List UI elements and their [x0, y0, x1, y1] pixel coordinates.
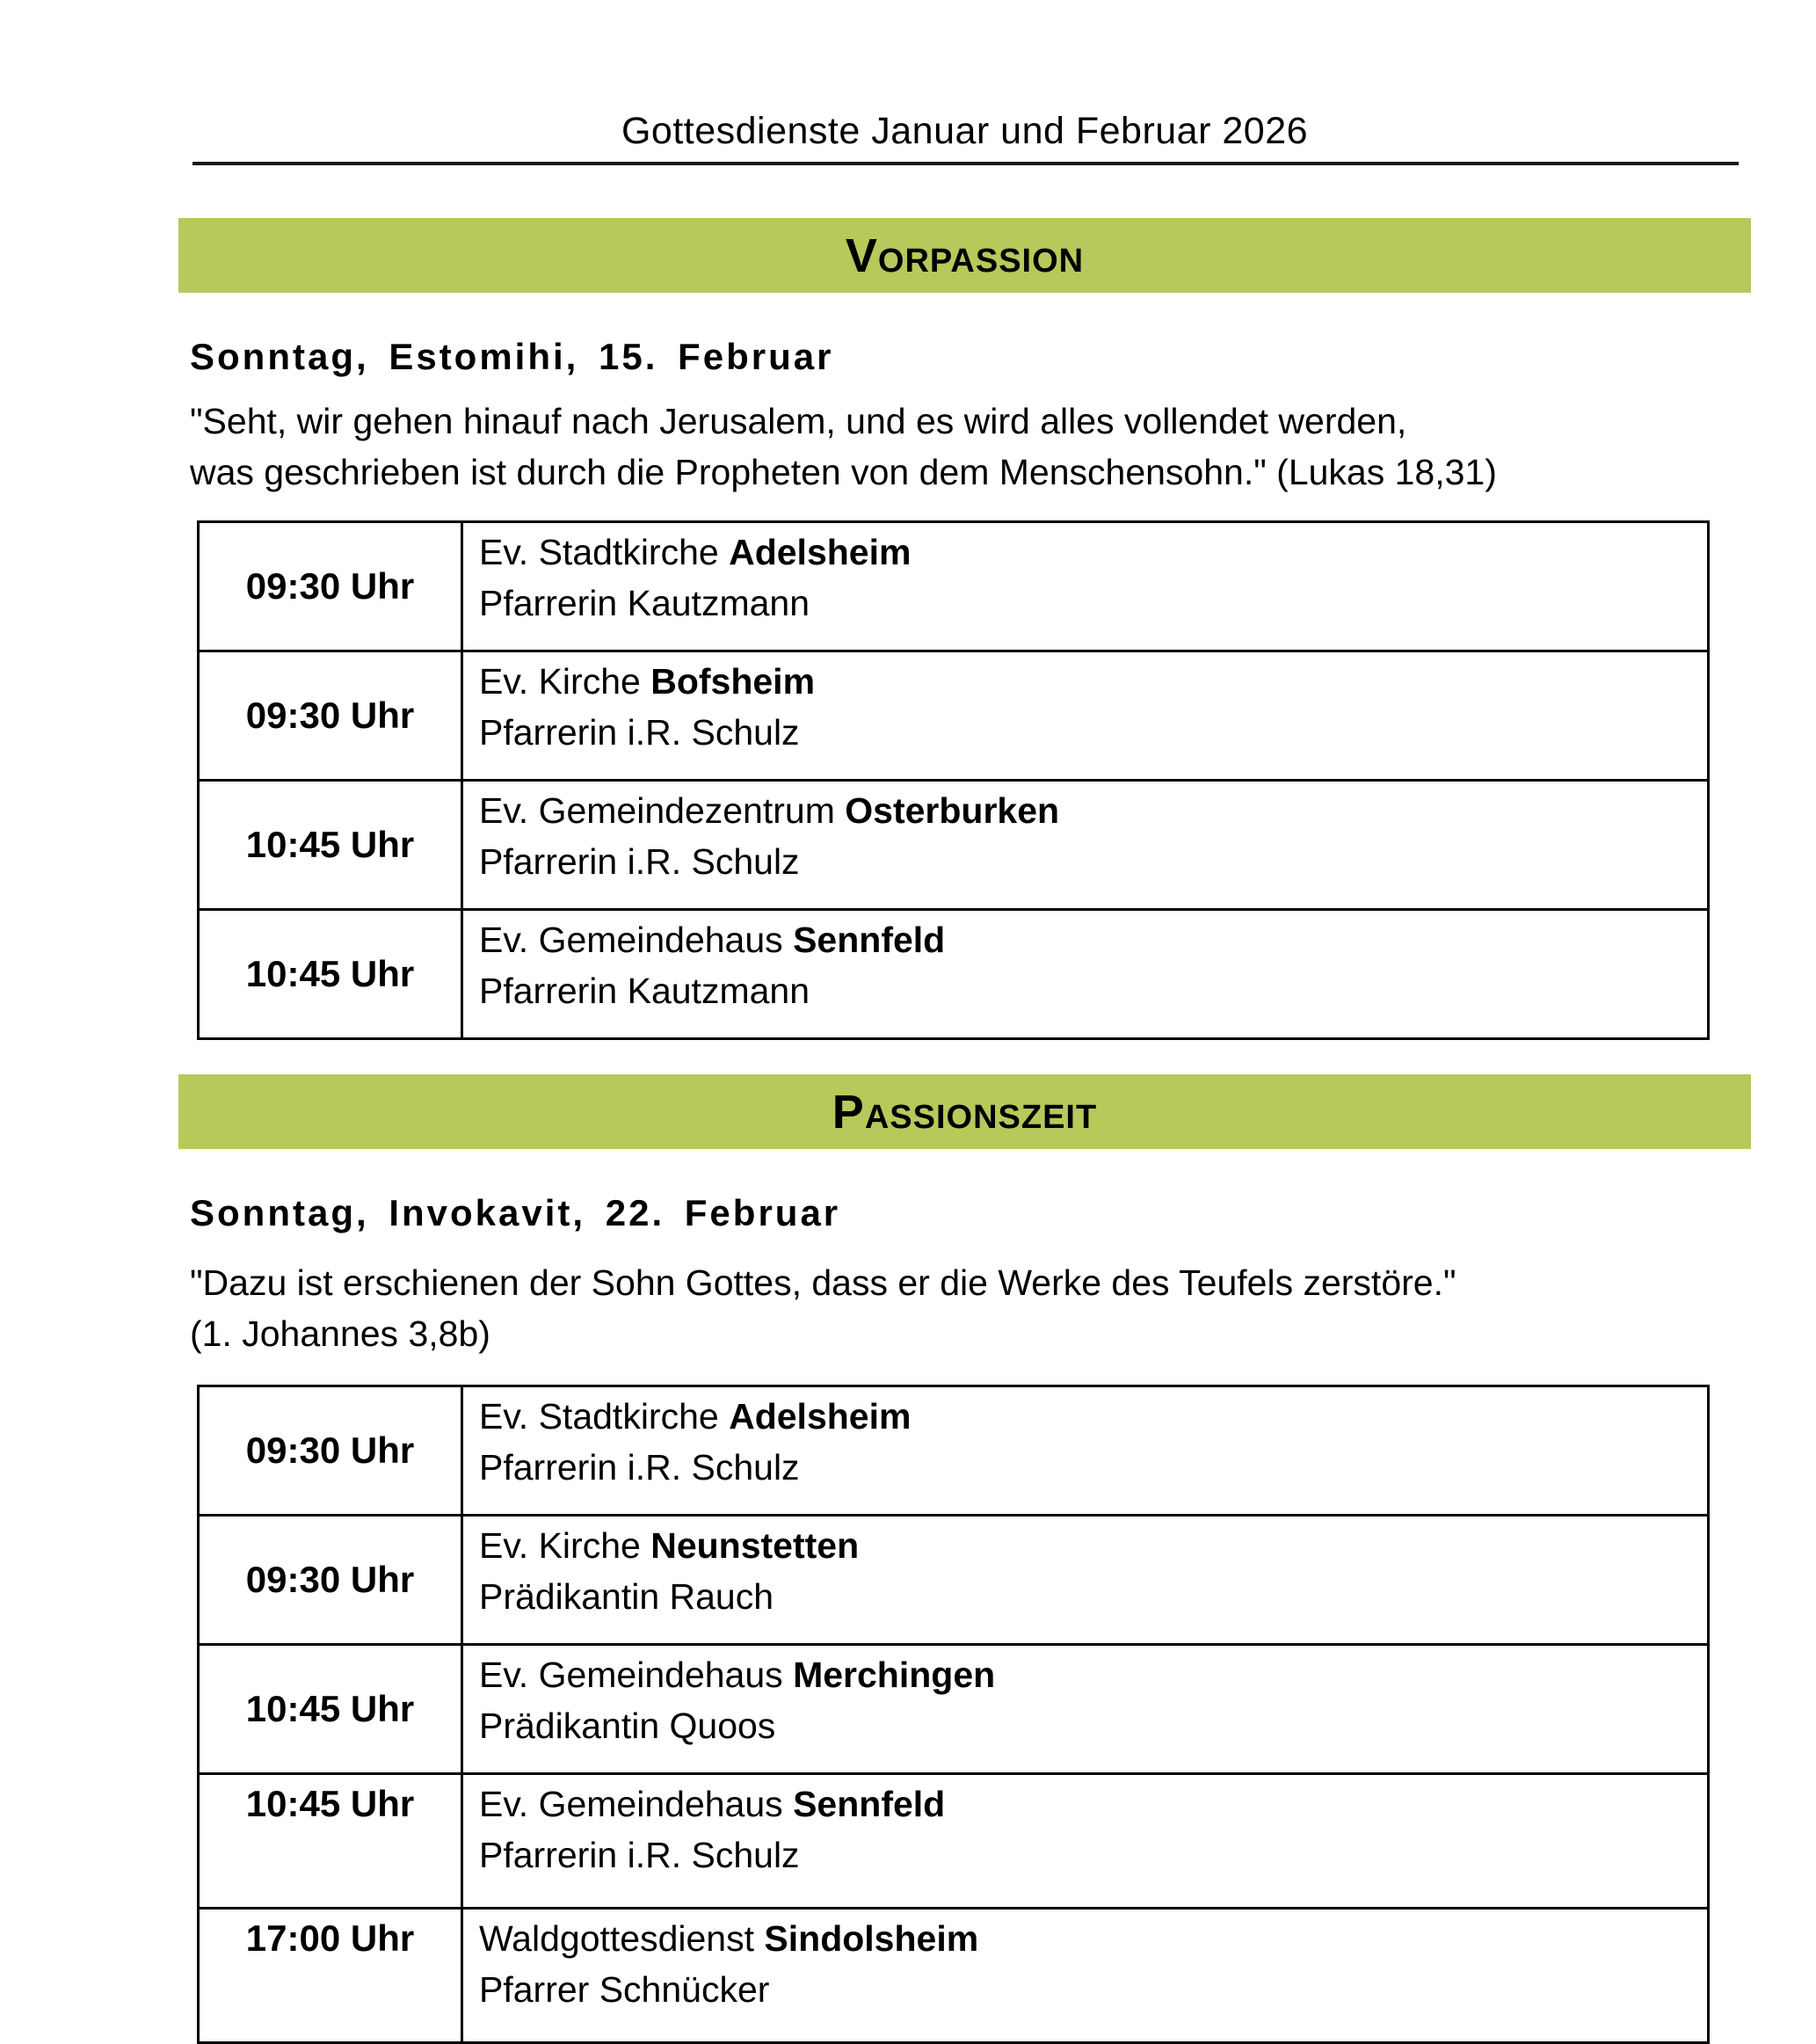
- venue-place: Adelsheim: [729, 1396, 912, 1437]
- venue-cell: [462, 1774, 1709, 1909]
- venue-prefix: Ev. Gemeindehaus: [479, 1655, 783, 1695]
- venue-line: [479, 914, 1696, 965]
- venue-prefix: Ev. Stadtkirche: [479, 1396, 719, 1437]
- time-cell: 09:30 Uhr: [199, 651, 462, 781]
- services-table-invokavit: [197, 1385, 1710, 2044]
- season-banner-passionszeit: Passionszeit: [178, 1074, 1751, 1149]
- venue-line: [479, 1778, 1696, 1829]
- venue-line: [479, 1520, 1696, 1571]
- time-cell: 10:45 Uhr: [199, 1774, 462, 1909]
- venue-cell: [462, 1909, 1709, 2043]
- venue-prefix: Ev. Kirche: [479, 661, 641, 702]
- venue-prefix: Ev. Kirche: [479, 1525, 641, 1566]
- venue-prefix: Ev. Gemeindehaus: [479, 1784, 783, 1824]
- venue-cell: [462, 1516, 1709, 1645]
- scripture-quote-invokavit: [190, 1257, 1702, 1359]
- venue-cell: [462, 522, 1709, 651]
- title-rule: [192, 162, 1739, 165]
- table-row: [199, 781, 1709, 910]
- time-cell: 10:45 Uhr: [199, 781, 462, 910]
- quote-line: "Seht, wir gehen hinauf nach Jerusalem, und es wird alles vollendet werden,: [190, 401, 1407, 441]
- venue-prefix: Ev. Gemeindehaus: [479, 920, 783, 960]
- venue-place: Sennfeld: [793, 920, 946, 960]
- quote-line: "Dazu ist erschienen der Sohn Gottes, dass er die Werke des Teufels zerstöre.": [190, 1262, 1456, 1303]
- time-cell: 09:30 Uhr: [199, 1516, 462, 1645]
- venue-line: [479, 1913, 1696, 1964]
- table-row: [199, 1516, 1709, 1645]
- time-cell: 10:45 Uhr: [199, 910, 462, 1039]
- table-row: [199, 1645, 1709, 1774]
- minister-line: Pfarrerin i.R. Schulz: [479, 841, 800, 882]
- table-row: [199, 1386, 1709, 1516]
- venue-prefix: Ev. Gemeindezentrum: [479, 790, 835, 831]
- minister-line: Pfarrerin i.R. Schulz: [479, 1835, 800, 1875]
- minister-line: Pfarrerin i.R. Schulz: [479, 712, 800, 753]
- venue-place: Neunstetten: [650, 1525, 860, 1566]
- time-cell: 17:00 Uhr: [199, 1909, 462, 2043]
- venue-place: Sindolsheim: [764, 1918, 979, 1959]
- minister-line: Pfarrerin Kautzmann: [479, 971, 810, 1011]
- venue-line: [479, 527, 1696, 578]
- season-banner-vorpassion: Vorpassion: [178, 218, 1751, 293]
- minister-line: Prädikantin Rauch: [479, 1576, 774, 1617]
- quote-line: was geschrieben ist durch die Propheten von dem Menschensohn." (Lukas 18,31): [190, 452, 1497, 492]
- venue-line: [479, 1391, 1696, 1442]
- table-row: [199, 522, 1709, 651]
- venue-place: Merchingen: [793, 1655, 996, 1695]
- page-title: Gottesdienste Januar und Februar 2026: [621, 110, 1309, 152]
- time-cell: 09:30 Uhr: [199, 522, 462, 651]
- time-cell: 09:30 Uhr: [199, 1386, 462, 1516]
- venue-cell: [462, 1386, 1709, 1516]
- day-heading-invokavit: Sonntag, Invokavit, 22. Februar: [190, 1192, 841, 1233]
- venue-place: Osterburken: [845, 790, 1060, 831]
- table-row: [199, 910, 1709, 1039]
- minister-line: Pfarrer Schnücker: [479, 1969, 770, 2010]
- venue-line: [479, 656, 1696, 707]
- venue-cell: [462, 1645, 1709, 1774]
- venue-cell: [462, 910, 1709, 1039]
- venue-place: Sennfeld: [793, 1784, 946, 1824]
- table-row: [199, 651, 1709, 781]
- venue-cell: [462, 651, 1709, 781]
- venue-place: Bofsheim: [650, 661, 816, 702]
- venue-prefix: Waldgottesdienst: [479, 1918, 754, 1959]
- time-cell: 10:45 Uhr: [199, 1645, 462, 1774]
- table-row: [199, 1909, 1709, 2043]
- minister-line: Prädikantin Quoos: [479, 1706, 776, 1746]
- venue-line: [479, 785, 1696, 836]
- minister-line: Pfarrerin Kautzmann: [479, 583, 810, 623]
- minister-line: Pfarrerin i.R. Schulz: [479, 1447, 800, 1488]
- venue-prefix: Ev. Stadtkirche: [479, 532, 719, 572]
- quote-line: (1. Johannes 3,8b): [190, 1313, 490, 1354]
- scripture-quote-estomihi: [190, 396, 1702, 498]
- day-heading-estomihi: Sonntag, Estomihi, 15. Februar: [190, 336, 834, 377]
- table-row: [199, 1774, 1709, 1909]
- venue-cell: [462, 781, 1709, 910]
- services-table-estomihi: [197, 520, 1710, 1040]
- venue-place: Adelsheim: [729, 532, 912, 572]
- venue-line: [479, 1649, 1696, 1700]
